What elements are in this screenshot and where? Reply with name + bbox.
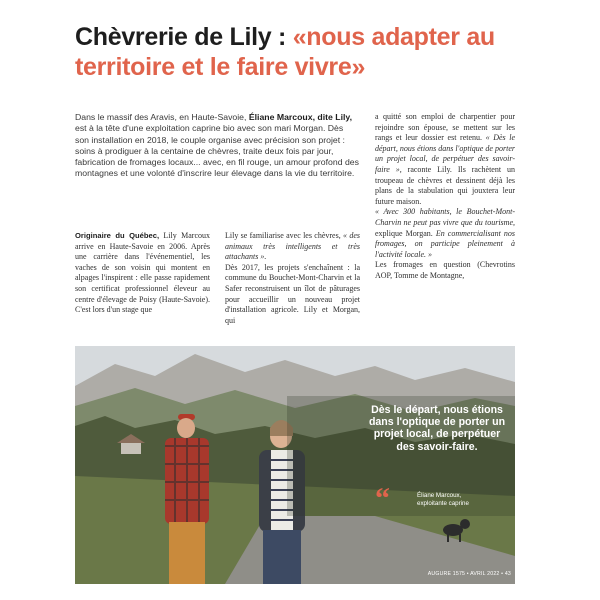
article-title [75, 22, 515, 82]
column-3-quote-3: En commercialisant nos fromages, on participe pleinement à l'activité locale. » [375, 228, 516, 259]
body-column-1 [75, 231, 210, 316]
column-2-quote-1: « des animaux très intelligents et très attachants ». [225, 231, 361, 262]
lede-before: Dans le massif des Aravis, en Haute-Savoie, [75, 112, 249, 122]
column-2-text-2: Dès 2017, les projets s'enchaînent : la commune du Bouchet-Mont-Charvin et la Safer reconstruisent un îlot de pâturages pour accueillir un nouveau projet d'installation agricole. Lily et Morgan, qui [225, 262, 360, 325]
column-3-text-4: Les fromages en question (Chevrotins AOP, Tomme de Montagne, [375, 260, 515, 280]
photo-illustration [75, 346, 515, 584]
title-main: Chèvrerie de Lily : [75, 23, 293, 51]
column-3-quote-2: « Avec 300 habitants, le Bouchet-Mont-Charvin ne peut pas vivre que du tourisme, [375, 207, 515, 227]
page-footer: AUGURE 1575 • AVRIL 2022 • 43 [427, 571, 511, 577]
column-1-text: Lily Marcoux arrive en Haute-Savoie en 2006. Après une carrière dans l'événementiel, les vaches de son voisin qui montent en alpages l'inspirent : elle passe rapidement son certificat professionnel éleveur au centre d'élevage de Poisy (Haute-Savoie). C'est lors d'un stage que [75, 231, 210, 315]
chalet [121, 442, 141, 454]
column-3-quote-1: « Dès le départ, nous étions dans l'optique de porter un projet local, de perpétuer des savoir-faire », [375, 133, 515, 174]
column-3-text-2: raconte Lily. Ils rachètent un troupeau de chèvres et dessinent déjà les plans de la stabulation qui jouxtera leur future maison. [375, 164, 515, 206]
article-lede [75, 112, 359, 180]
article-photo [75, 346, 515, 584]
column-lead-in: Originaire du Québec, [75, 231, 160, 240]
title-accent: «nous adapter au territoire et le faire vivre» [75, 23, 495, 81]
attribution-role: exploitante caprine [417, 499, 469, 507]
body-column-3 [375, 112, 515, 282]
article-page [75, 16, 515, 584]
pull-quote: Dès le départ, nous étions dans l'optique de porter un projet local, de perpétuer des savoir-faire. [368, 404, 506, 453]
lede-name: Éliane Marcoux, dite Lily, [248, 112, 352, 122]
column-2-text-1: Lily se familiarise avec les chèvres, [225, 231, 344, 240]
lede-after: est à la tête d'une exploitation caprine bio avec son mari Morgan. Dès son installation en 2018, le couple organise avec précision son projet : soins à prodiguer à la centaine de chèvres, traite deux fois par jour, fabrication de fromages locaux... avec, en fil rouge, un amour profond des montagnes et une volonté d'inscrire leur élevage dans la vie du territoire. [75, 123, 359, 179]
pull-quote-attribution [417, 492, 507, 507]
attribution-name: Éliane Marcoux, [417, 492, 462, 499]
column-3-text-1: a quitté son emploi de charpentier pour rejoindre son épouse, se mettent sur les rangs et leur dossier est retenu. [375, 112, 515, 143]
quote-mark-icon: “ [375, 482, 390, 515]
man-figure [165, 414, 209, 584]
column-3-text-3: explique Morgan. [375, 228, 436, 238]
body-column-2 [225, 231, 360, 326]
